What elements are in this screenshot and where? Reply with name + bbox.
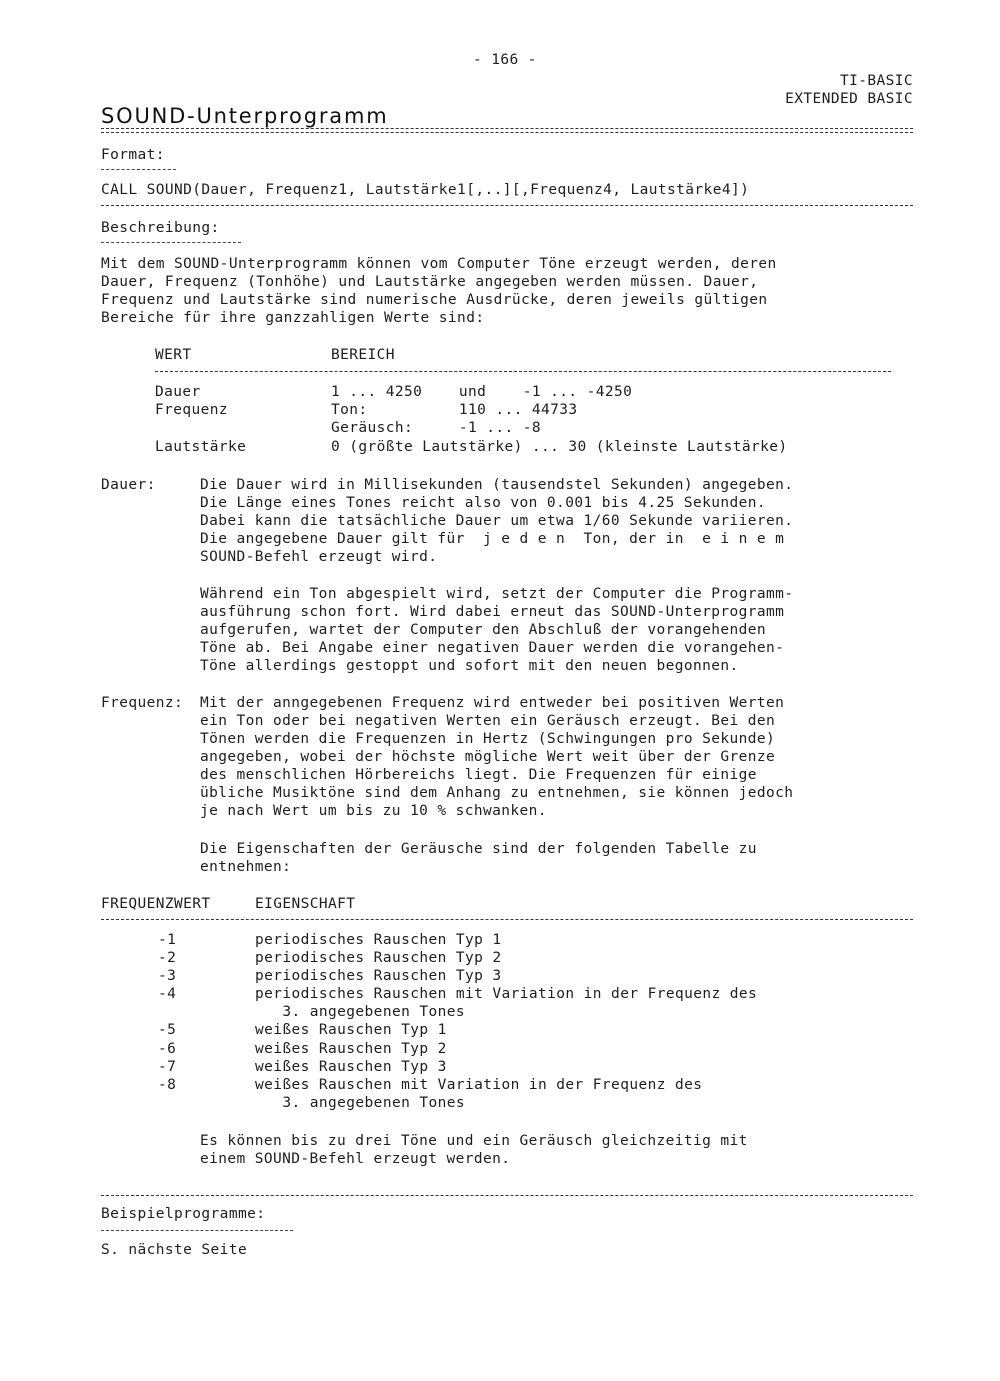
range-bereich: Geräusch: -1 ... -8 bbox=[331, 420, 541, 436]
dauer-line: SOUND-Befehl erzeugt wird. bbox=[200, 549, 438, 565]
closing-line: Es können bis zu drei Töne und ein Geräusch gleichzeitig mit bbox=[200, 1133, 748, 1149]
examples-underline bbox=[101, 1230, 293, 1231]
frequenz-line: übliche Musiktöne sind dem Anhang zu entnehmen, sie können jedoch bbox=[200, 785, 794, 801]
noise-wert: -1 bbox=[158, 932, 177, 948]
range-bereich: 0 (größte Lautstärke) ... 30 (kleinste Lautstärke) bbox=[331, 439, 788, 455]
frequenz-line: des menschlichen Hörbereichs liegt. Die Frequenzen für einige bbox=[200, 767, 757, 783]
noise-eigenschaft: 3. angegebenen Tones bbox=[255, 1004, 465, 1020]
dauer-line: Die Dauer wird in Millisekunden (tausendstel Sekunden) angegeben. bbox=[200, 477, 794, 493]
header-system-line-2: EXTENDED BASIC bbox=[785, 91, 913, 107]
format-syntax: CALL SOUND(Dauer, Frequenz1, Lautstärke1[,..][,Frequenz4, Lautstärke4]) bbox=[101, 182, 750, 198]
dauer-line: ausführung schon fort. Wird dabei erneut das SOUND-Unterprogramm bbox=[200, 604, 785, 620]
dauer-line: Während ein Ton abgespielt wird, setzt der Computer die Programm- bbox=[200, 586, 794, 602]
noise-eigenschaft: periodisches Rauschen Typ 1 bbox=[255, 932, 502, 948]
noise-eigenschaft: weißes Rauschen Typ 2 bbox=[255, 1041, 447, 1057]
description-line: Frequenz und Lautstärke sind numerische Ausdrücke, deren jeweils gültigen bbox=[101, 292, 768, 308]
noise-eigenschaft: weißes Rauschen Typ 3 bbox=[255, 1059, 447, 1075]
examples-text: S. nächste Seite bbox=[101, 1242, 248, 1258]
description-label: Beschreibung: bbox=[101, 220, 220, 236]
frequenz-line: ein Ton oder bei negativen Werten ein Geräusch erzeugt. Bei den bbox=[200, 713, 776, 729]
noise-eigenschaft: periodisches Rauschen Typ 2 bbox=[255, 950, 502, 966]
range-table-rule bbox=[155, 371, 891, 372]
dauer-line: Töne allerdings gestoppt und sofort mit den neuen begonnen. bbox=[200, 658, 739, 674]
range-bereich: 1 ... 4250 und -1 ... -4250 bbox=[331, 384, 633, 400]
noise-wert: -4 bbox=[158, 986, 177, 1002]
section-rule bbox=[101, 205, 913, 206]
frequenz-line: Die Eigenschaften der Geräusche sind der folgenden Tabelle zu bbox=[200, 841, 757, 857]
noise-eigenschaft: periodisches Rauschen mit Variation in der Frequenz des bbox=[255, 986, 758, 1002]
dauer-line: Die angegebene Dauer gilt für j e d e n Ton, der in e i n e m bbox=[200, 531, 785, 547]
section-rule bbox=[101, 1195, 913, 1196]
noise-table-header-eigenschaft: EIGENSCHAFT bbox=[255, 896, 356, 912]
noise-eigenschaft: 3. angegebenen Tones bbox=[255, 1095, 465, 1111]
noise-eigenschaft: weißes Rauschen Typ 1 bbox=[255, 1022, 447, 1038]
range-wert: Dauer bbox=[155, 384, 201, 400]
noise-wert: -2 bbox=[158, 950, 177, 966]
header-system-line-1: TI-BASIC bbox=[839, 73, 913, 89]
noise-wert: -7 bbox=[158, 1059, 177, 1075]
noise-table-header-wert: FREQUENZWERT bbox=[101, 896, 211, 912]
examples-label: Beispielprogramme: bbox=[101, 1206, 266, 1222]
dauer-label: Dauer: bbox=[101, 477, 156, 493]
noise-wert: -3 bbox=[158, 968, 177, 984]
description-line: Mit dem SOUND-Unterprogramm können vom Computer Töne erzeugt werden, deren bbox=[101, 256, 777, 272]
range-table-header-wert: WERT bbox=[155, 347, 192, 363]
closing-line: einem SOUND-Befehl erzeugt werden. bbox=[200, 1151, 511, 1167]
description-line: Bereiche für ihre ganzzahligen Werte sind: bbox=[101, 310, 485, 326]
frequenz-line: Mit der anngegebenen Frequenz wird entweder bei positiven Werten bbox=[200, 695, 785, 711]
dauer-line: Töne ab. Bei Angabe einer negativen Dauer werden die vorangehen- bbox=[200, 640, 785, 656]
description-underline bbox=[101, 242, 241, 243]
format-label: Format: bbox=[101, 147, 165, 163]
range-wert: Lautstärke bbox=[155, 439, 247, 455]
frequenz-line: Tönen werden die Frequenzen in Hertz (Schwingungen pro Sekunde) bbox=[200, 731, 776, 747]
dauer-line: Dabei kann die tatsächliche Dauer um etwa 1/60 Sekunde variieren. bbox=[200, 513, 794, 529]
dauer-line: Die Länge eines Tones reicht also von 0.001 bis 4.25 Sekunden. bbox=[200, 495, 767, 511]
range-table-header-bereich: BEREICH bbox=[331, 347, 395, 363]
format-underline bbox=[101, 169, 176, 170]
dauer-line: aufgerufen, wartet der Computer den Abschluß der vorangehenden bbox=[200, 622, 767, 638]
title-double-rule bbox=[101, 128, 913, 133]
noise-table-rule bbox=[101, 919, 913, 920]
noise-wert: -6 bbox=[158, 1041, 177, 1057]
noise-eigenschaft: weißes Rauschen mit Variation in der Frequenz des bbox=[255, 1077, 703, 1093]
page-number: - 166 - bbox=[473, 52, 537, 68]
noise-wert: -8 bbox=[158, 1077, 177, 1093]
page-title: SOUND-Unterprogramm bbox=[101, 104, 389, 128]
noise-wert: -5 bbox=[158, 1022, 177, 1038]
frequenz-label: Frequenz: bbox=[101, 695, 184, 711]
frequenz-line: entnehmen: bbox=[200, 859, 292, 875]
range-bereich: Ton: 110 ... 44733 bbox=[331, 402, 578, 418]
frequenz-line: angegeben, wobei der höchste mögliche Wert weit über der Grenze bbox=[200, 749, 776, 765]
description-line: Dauer, Frequenz (Tonhöhe) und Lautstärke angegeben werden müssen. Dauer, bbox=[101, 274, 759, 290]
range-wert: Frequenz bbox=[155, 402, 229, 418]
frequenz-line: je nach Wert um bis zu 10 % schwanken. bbox=[200, 803, 547, 819]
noise-eigenschaft: periodisches Rauschen Typ 3 bbox=[255, 968, 502, 984]
